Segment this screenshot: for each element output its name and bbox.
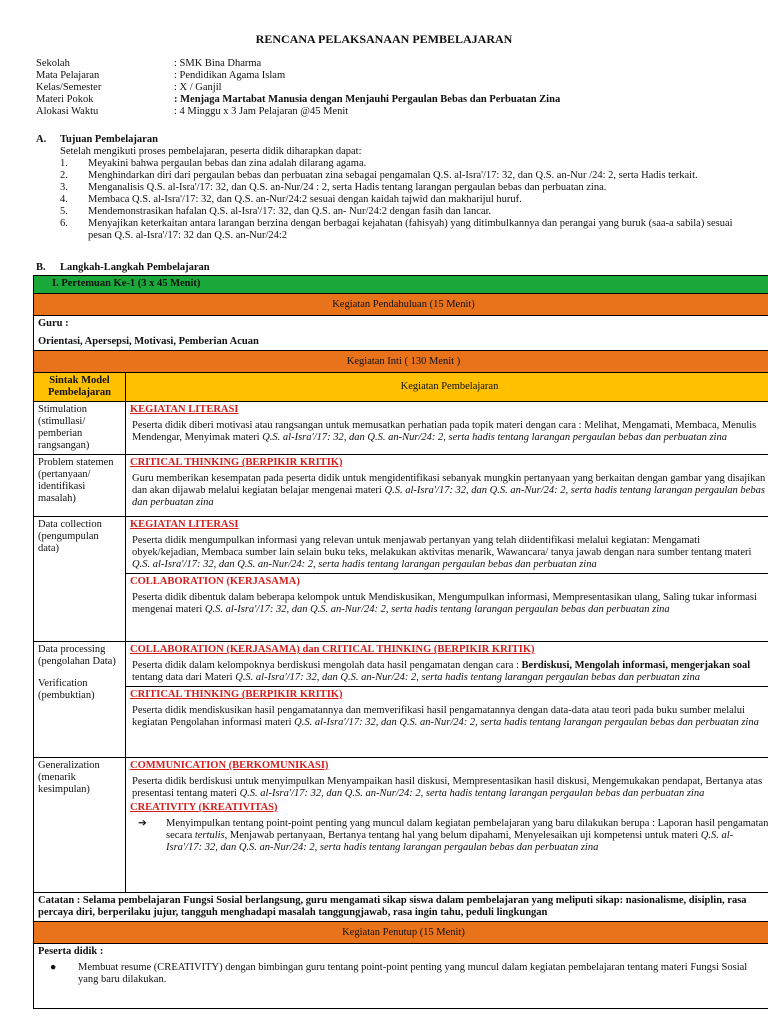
activity-heading: CRITICAL THINKING (BERPIKIR KRITIK) xyxy=(130,457,343,468)
orientasi-text: Orientasi, Apersepsi, Motivasi, Pemberian Acuan xyxy=(38,336,259,347)
activity-cell xyxy=(126,758,768,893)
identity-row xyxy=(36,70,736,82)
identity-value: : Menjaga Martabat Manusia dengan Menjauhi Pergaulan Bebas dan Perbuatan Zina xyxy=(174,94,561,105)
objective-number: 3. xyxy=(60,182,68,193)
identity-row xyxy=(36,82,736,94)
guru-cell xyxy=(34,316,768,351)
activity-text: Peserta didik berdiskusi untuk menyimpulkan Menyampaikan hasil diskusi, Mempresentasikan hasil diskusi, Mengemukakan pendapat, Bertanya atas presentasi tentang materi Q.S. al-Isra'/17: 32, dan Q.S. an-Nur/24: 2, serta hadis tentang larangan pergaulan bebas dan perbuatan zina xyxy=(132,776,763,799)
sintak-label: Data processing (pengolahan Data) xyxy=(38,644,116,667)
sintak-column-header: Sintak Model Pembelajaran xyxy=(34,373,126,402)
identity-value: : X / Ganjil xyxy=(174,82,222,93)
identity-label: Sekolah xyxy=(36,58,70,69)
bullet-icon: ● xyxy=(50,962,57,973)
sintak-stimulation: Stimulation (stimullasi/ pemberian rangsangan) xyxy=(34,402,126,455)
section-title: Langkah-Langkah Pembelajaran xyxy=(60,262,210,273)
activity-text: Peserta didik diberi motivasi atau rangsangan untuk memusatkan perhatian pada topik materi dengan cara : Melihat, Mengamati, Membaca, Menulis Mendengar, Menyimak materi Q.S. al-Isra'/17: 32, dan Q.S. an-Nur/24: 2, serta hadis tentang larangan pergaulan bebas dan perbuatan zina xyxy=(132,420,757,443)
document-title: RENCANA PELAKSANAAN PEMBELAJARAN xyxy=(255,32,513,46)
objective-text: Menghindarkan diri dari pergaulan bebas dan perbuatan zina sebagai pengamalan Q.S. al-Isra'/17: 32, dan Q.S. an-Nur /24: 2, serta Hadis terkait. xyxy=(88,170,698,181)
objective-item xyxy=(60,182,736,194)
inti-header: Kegiatan Inti ( 130 Menit ) xyxy=(34,351,768,373)
closing-list-item xyxy=(38,958,768,986)
activity-heading: COLLABORATION (KERJASAMA) xyxy=(130,576,300,587)
objective-text: Menyajikan keterkaitan antara larangan berzina dengan berbagai kejahatan (fahisyah) yang ditimbulkannya dan perangai yang buruk (saa-a sabila) sesuai pesan Q.S. al-Isra'/17: 32 dan Q.S. an-Nur/24:2 xyxy=(88,218,733,241)
activity-arrow-item xyxy=(130,814,768,854)
objective-item xyxy=(60,170,736,182)
section-b-heading xyxy=(36,262,736,274)
catatan-note: Catatan : Selama pembelajaran Fungsi Sosial berlangsung, guru mengamati sikap siswa dalam pembelajaran yang meliputi sikap: nasionalisme, disiplin, rasa percaya diri, berperilaku jujur, tangguh menghadapi masalah tanggungjawab, rasa ingin tahu, peduli lingkungan xyxy=(34,893,768,922)
penutup-cell xyxy=(34,944,768,1009)
identity-row xyxy=(36,94,736,106)
identity-label: Mata Pelajaran xyxy=(36,70,100,81)
identity-value: : Pendidikan Agama Islam xyxy=(174,70,286,81)
activity-cell xyxy=(126,402,768,455)
closing-item-text: Membuat resume (CREATIVITY) dengan bimbingan guru tentang point-point penting yang muncul dalam kegiatan pembelajaran tentang materi Fungsi Sosial yang baru dilakukan. xyxy=(78,962,748,985)
activity-heading: COMMUNICATION (BERKOMUNIKASI) xyxy=(130,760,329,771)
pendahuluan-header: Kegiatan Pendahuluan (15 Menit) xyxy=(34,294,768,316)
section-number: B. xyxy=(36,262,46,273)
activity-heading: KEGIATAN LITERASI xyxy=(130,519,239,530)
activity-subblock xyxy=(126,573,768,616)
identity-label: Materi Pokok xyxy=(36,94,94,105)
identity-label: Alokasi Waktu xyxy=(36,106,99,117)
activity-cell xyxy=(126,455,768,517)
sintak-generalization: Generalization (menarik kesimpulan) xyxy=(34,758,126,893)
activity-heading: COLLABORATION (KERJASAMA) dan CRITICAL THINKING (BERPIKIR KRITIK) xyxy=(130,644,535,655)
activity-heading: KEGIATAN LITERASI xyxy=(130,404,239,415)
objective-number: 4. xyxy=(60,194,68,205)
section-a-intro: Setelah mengikuti proses pembelajaran, peserta didik diharapkan dapat: xyxy=(60,146,362,157)
sintak-data-processing xyxy=(34,642,126,758)
sintak-label: Verification (pembuktian) xyxy=(38,678,95,701)
peserta-label: Peserta didik : xyxy=(38,946,104,957)
objective-item xyxy=(60,206,736,218)
objective-item xyxy=(60,218,736,242)
objective-item xyxy=(60,158,736,170)
identity-value: : SMK Bina Dharma xyxy=(174,58,262,69)
identity-value: : 4 Minggu x 3 Jam Pelajaran @45 Menit xyxy=(174,106,349,117)
guru-label: Guru : xyxy=(38,318,69,329)
activity-heading: CRITICAL THINKING (BERPIKIR KRITIK) xyxy=(130,689,343,700)
sintak-data-collection: Data collection (pengumpulan data) xyxy=(34,517,126,642)
section-a-heading xyxy=(36,134,736,146)
kegiatan-column-header: Kegiatan Pembelajaran xyxy=(126,373,768,402)
activity-text: Peserta didik mengumpulkan informasi yang relevan untuk menjawab pertanyan yang telah diidentifikasi melalui kegiatan: Mengamati obyek/kejadian, Membaca sumber lain selain buku teks, melakukan aktivitas menarik, Wawancara/ tanya jawab dengan nara sumber tentang materi Q.S. al-Isra'/17: 32, dan Q.S. an-Nur/24: 2, serta hadis tentang larangan pergaulan bebas dan perbuatan zina xyxy=(132,535,752,570)
objective-text: Membaca Q.S. al-Isra'/17: 32, dan Q.S. an-Nur/24:2 sesuai dengan kaidah tajwid dan makharijul huruf. xyxy=(88,194,522,205)
meeting-header: I. Pertemuan Ke-1 (3 x 45 Menit) xyxy=(34,276,768,294)
identity-row xyxy=(36,58,736,70)
activity-text: Peserta didik dalam kelompoknya berdiskusi mengolah data hasil pengamatan dengan cara : Berdiskusi, Mengolah informasi, mengerjakan soal tentang data dari Materi Q.S. al-Isra'/17: 32, dan Q.S. an-Nur/24: 2, serta hadis tentang larangan pergaulan bebas dan perbuatan zina xyxy=(132,660,751,683)
lesson-steps-table xyxy=(33,275,768,1009)
activity-text: Guru memberikan kesempatan pada peserta didik untuk mengidentifikasi sebanyak mungkin pertanyaan yang berkaitan dengan gambar yang disajikan dan akan dijawab melalui kegiatan belajar mengenai materi Q.S. al-Isra'/17: 32, dan Q.S. an-Nur/24: 2, serta hadis tentang larangan pergaulan bebas dan perbuatan zina xyxy=(132,473,766,508)
objective-number: 2. xyxy=(60,170,68,181)
penutup-header: Kegiatan Penutup (15 Menit) xyxy=(34,922,768,944)
arrow-icon: ➔ xyxy=(138,818,147,829)
identity-block xyxy=(36,58,736,118)
objective-text: Mendemonstrasikan hafalan Q.S. al-Isra'/17: 32, dan Q.S. an- Nur/24:2 dengan fasih dan lancar. xyxy=(88,206,492,217)
activity-cell xyxy=(126,642,768,758)
activity-text: Peserta didik mendiskusikan hasil pengamatannya dan memverifikasi hasil pengamatannya dengan data-data atau teori pada buku sumber melalui kegiatan Pengolahan informasi materi Q.S. al-Isra'/17: 32, dan Q.S. an-Nur/24: 2, serta hadis tentang larangan pergaulan bebas dan perbuatan zina xyxy=(132,705,759,728)
objective-text: Menganalisis Q.S. al-Isra'/17: 32, dan Q.S. an-Nur/24 : 2, serta Hadis tentang larangan pergaulan bebas dan perbuatan zina. xyxy=(88,182,607,193)
objective-number: 6. xyxy=(60,218,68,229)
objective-text: Meyakini bahwa pergaulan bebas dan zina adalah dilarang agama. xyxy=(88,158,367,169)
objective-item xyxy=(60,194,736,206)
section-a xyxy=(36,134,736,242)
activity-text: Menyimpulkan tentang point-point penting yang muncul dalam kegiatan pembelajaran yang baru dilakukan berupa : Laporan hasil pengamatan secara tertulis, Menjawab pertanyaan, Bertanya tentang hal yang belum dipahami, Menyelesaikan uji kompetensi untuk materi Q.S. al-Isra'/17: 32, dan Q.S. an-Nur/24: 2, serta hadis tentang larangan pergaulan bebas dan perbuatan zina xyxy=(166,818,768,853)
sintak-problem-statement: Problem statemen (pertanyaan/ identifikasi masalah) xyxy=(34,455,126,517)
objective-list xyxy=(36,158,736,242)
activity-text: Peserta didik dibentuk dalam beberapa kelompok untuk Mendiskusikan, Mengumpulkan informasi, Mempresentasikan ulang, Saling tukar informasi mengenai materi Q.S. al-Isra'/17: 32, dan Q.S. an-Nur/24: 2, serta hadis tentang larangan pergaulan bebas dan perbuatan zina xyxy=(132,592,757,615)
objective-number: 5. xyxy=(60,206,68,217)
identity-row xyxy=(36,106,736,118)
identity-label: Kelas/Semester xyxy=(36,82,102,93)
activity-cell xyxy=(126,517,768,642)
activity-heading: CREATIVITY (KREATIVITAS) xyxy=(130,802,278,813)
activity-subblock xyxy=(126,686,768,729)
section-title: Tujuan Pembelajaran xyxy=(60,134,158,145)
objective-number: 1. xyxy=(60,158,68,169)
section-number: A. xyxy=(36,134,47,145)
